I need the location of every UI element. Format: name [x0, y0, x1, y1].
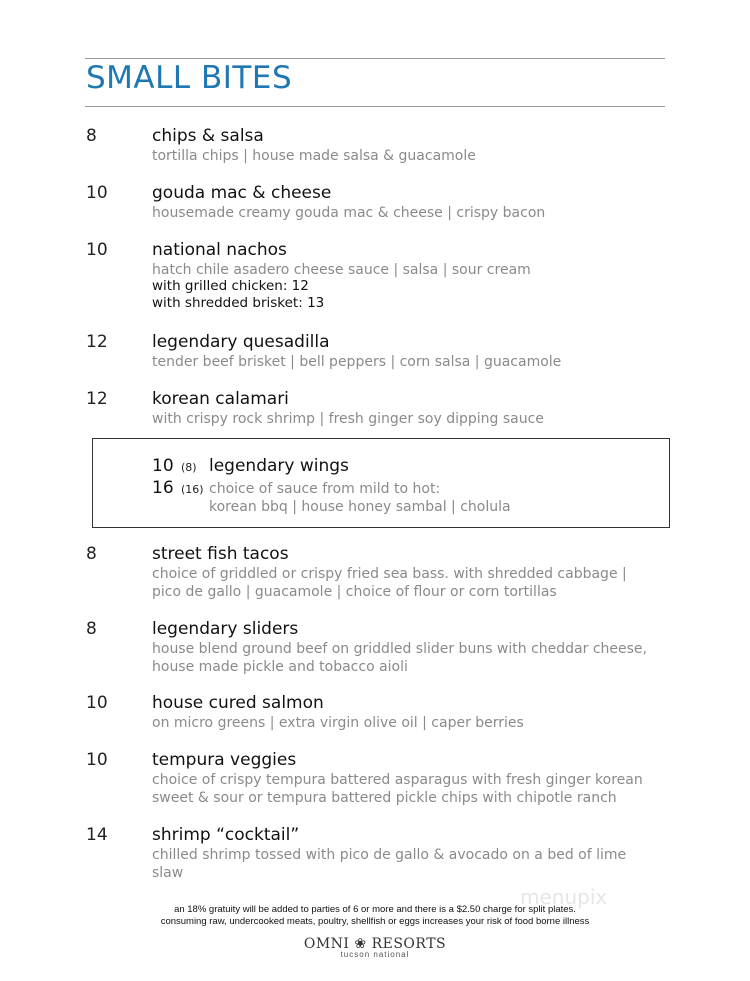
- item-price: 12: [86, 332, 108, 352]
- wings-count-small: (8): [181, 461, 197, 474]
- item-price: 10: [86, 183, 108, 203]
- item-description: hatch chile asadero cheese sauce | salsa | sour cream: [152, 262, 531, 278]
- logo-brand: OMNI ❀ RESORTS: [303, 936, 447, 952]
- logo-location: tucson national: [340, 950, 410, 959]
- item-name: chips & salsa: [152, 126, 264, 146]
- item-description-cont: house made pickle and tobacco aioli: [152, 659, 408, 675]
- item-description: on micro greens | extra virgin olive oil | caper berries: [152, 715, 524, 731]
- item-price: 8: [86, 544, 97, 564]
- item-price: 10: [86, 693, 108, 713]
- item-description: with crispy rock shrimp | fresh ginger soy dipping sauce: [152, 411, 544, 427]
- item-name: korean calamari: [152, 389, 289, 409]
- item-description: housemade creamy gouda mac & cheese | crispy bacon: [152, 205, 546, 221]
- watermark: menupix: [520, 885, 608, 909]
- food-safety-notice: consuming raw, undercooked meats, poultry, shellfish or eggs increases your risk of food borne illness: [160, 916, 590, 927]
- item-description: choice of crispy tempura battered asparagus with fresh ginger korean: [152, 772, 643, 788]
- item-price: 14: [86, 825, 108, 845]
- item-name: shrimp “cocktail”: [152, 825, 300, 845]
- item-price: 8: [86, 619, 97, 639]
- wings-sauces: korean bbq | house honey sambal | cholula: [209, 499, 511, 515]
- item-name: legendary quesadilla: [152, 332, 330, 352]
- item-name: legendary sliders: [152, 619, 299, 639]
- item-price: 12: [86, 389, 108, 409]
- item-description: chilled shrimp tossed with pico de gallo & avocado on a bed of lime: [152, 847, 627, 863]
- title-rule: [85, 106, 665, 107]
- wings-price-small: 10: [152, 456, 174, 476]
- wings-description: choice of sauce from mild to hot:: [209, 481, 441, 497]
- item-name: national nachos: [152, 240, 287, 260]
- item-description-cont: slaw: [152, 865, 184, 881]
- item-addon: with shredded brisket: 13: [152, 295, 325, 311]
- wings-count-large: (16): [181, 483, 204, 496]
- item-name: gouda mac & cheese: [152, 183, 332, 203]
- item-description: tender beef brisket | bell peppers | corn salsa | guacamole: [152, 354, 562, 370]
- wings-price-large: 16: [152, 478, 174, 498]
- section-title: SMALL BITES: [86, 60, 293, 96]
- item-description: house blend ground beef on griddled slider buns with cheddar cheese,: [152, 641, 647, 657]
- item-name: street fish tacos: [152, 544, 289, 564]
- item-name: tempura veggies: [152, 750, 297, 770]
- top-rule: [85, 58, 665, 59]
- item-description-cont: pico de gallo | guacamole | choice of flour or corn tortillas: [152, 584, 557, 600]
- item-description-cont: sweet & sour or tempura battered pickle chips with chipotle ranch: [152, 790, 617, 806]
- item-description: tortilla chips | house made salsa & guacamole: [152, 148, 476, 164]
- wings-name: legendary wings: [209, 456, 349, 476]
- item-description: choice of griddled or crispy fried sea bass. with shredded cabbage |: [152, 566, 627, 582]
- gratuity-notice: an 18% gratuity will be added to parties of 6 or more and there is a $2.50 charge for split plates.: [174, 904, 576, 915]
- item-price: 8: [86, 126, 97, 146]
- item-price: 10: [86, 750, 108, 770]
- item-price: 10: [86, 240, 108, 260]
- item-name: house cured salmon: [152, 693, 324, 713]
- item-addon: with grilled chicken: 12: [152, 278, 309, 294]
- resort-logo: [300, 936, 450, 959]
